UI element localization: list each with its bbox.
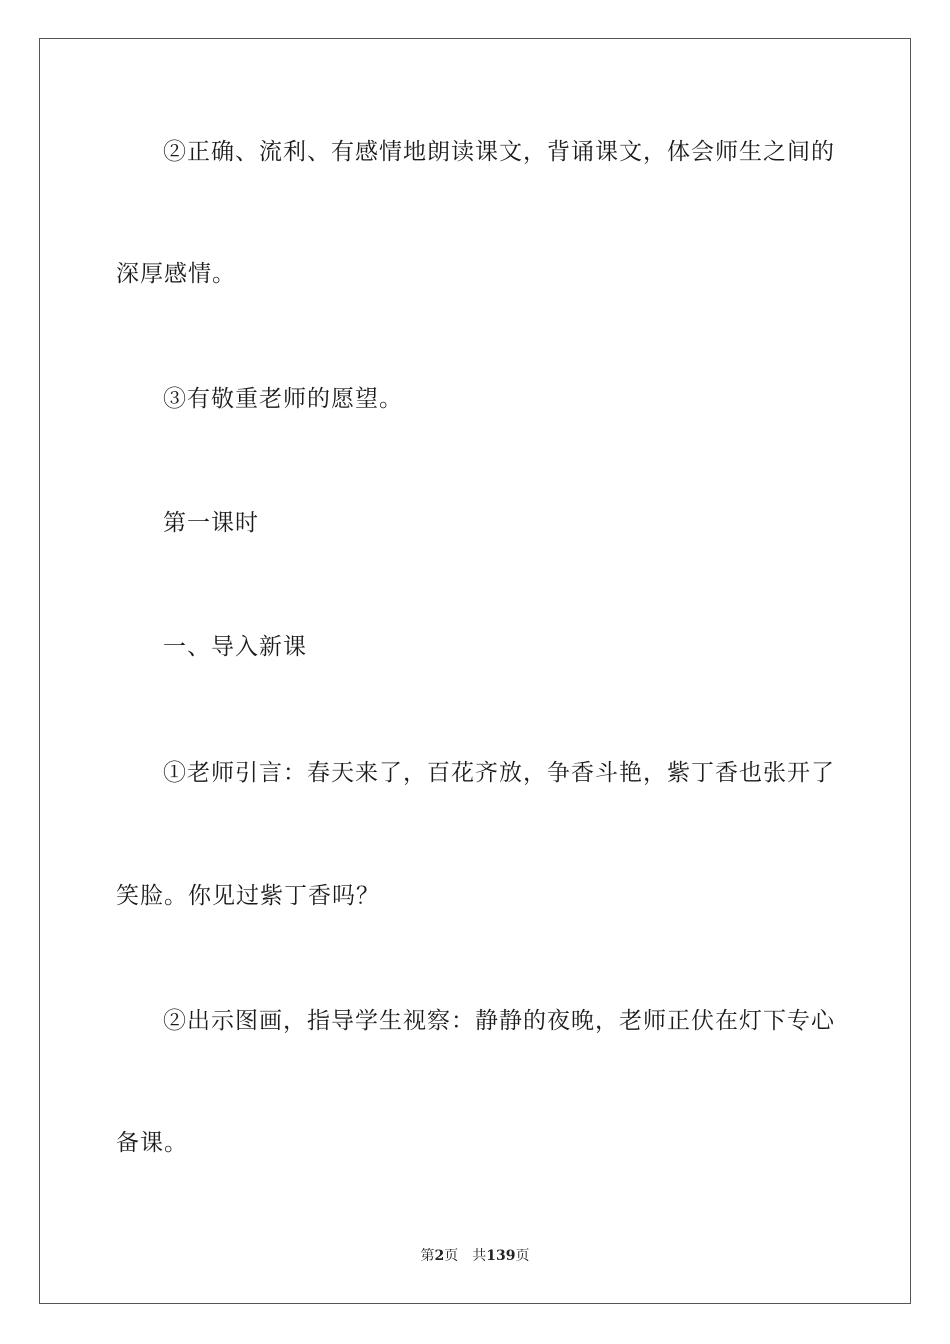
section-heading-lesson: 第一课时 xyxy=(163,510,259,536)
paragraph-line-7: 笑脸。你见过紫丁香吗？ xyxy=(116,883,380,909)
footer-page-prefix: 第 xyxy=(420,1248,435,1264)
paragraph-line-8: ②出示图画，指导学生视察：静静的夜晚，老师正伏在灯下专心 xyxy=(163,1008,835,1034)
page-border xyxy=(39,38,911,1304)
footer-total-suffix: 页 xyxy=(515,1248,530,1264)
paragraph-line-3: ③有敬重老师的愿望。 xyxy=(163,386,403,412)
paragraph-line-6: ①老师引言：春天来了，百花齐放，争香斗艳，紫丁香也张开了 xyxy=(163,760,835,786)
footer-total-prefix: 共 xyxy=(472,1248,487,1264)
paragraph-line-2: 深厚感情。 xyxy=(116,261,236,287)
footer-page-number: 2 xyxy=(434,1248,445,1264)
paragraph-line-9: 备课。 xyxy=(116,1130,188,1156)
page-footer xyxy=(0,1246,950,1266)
footer-total-pages: 139 xyxy=(486,1248,516,1264)
section-heading-intro: 一、导入新课 xyxy=(163,634,307,660)
paragraph-line-1: ②正确、流利、有感情地朗读课文，背诵课文，体会师生之间的 xyxy=(163,139,835,165)
footer-page-suffix: 页 xyxy=(444,1248,459,1264)
